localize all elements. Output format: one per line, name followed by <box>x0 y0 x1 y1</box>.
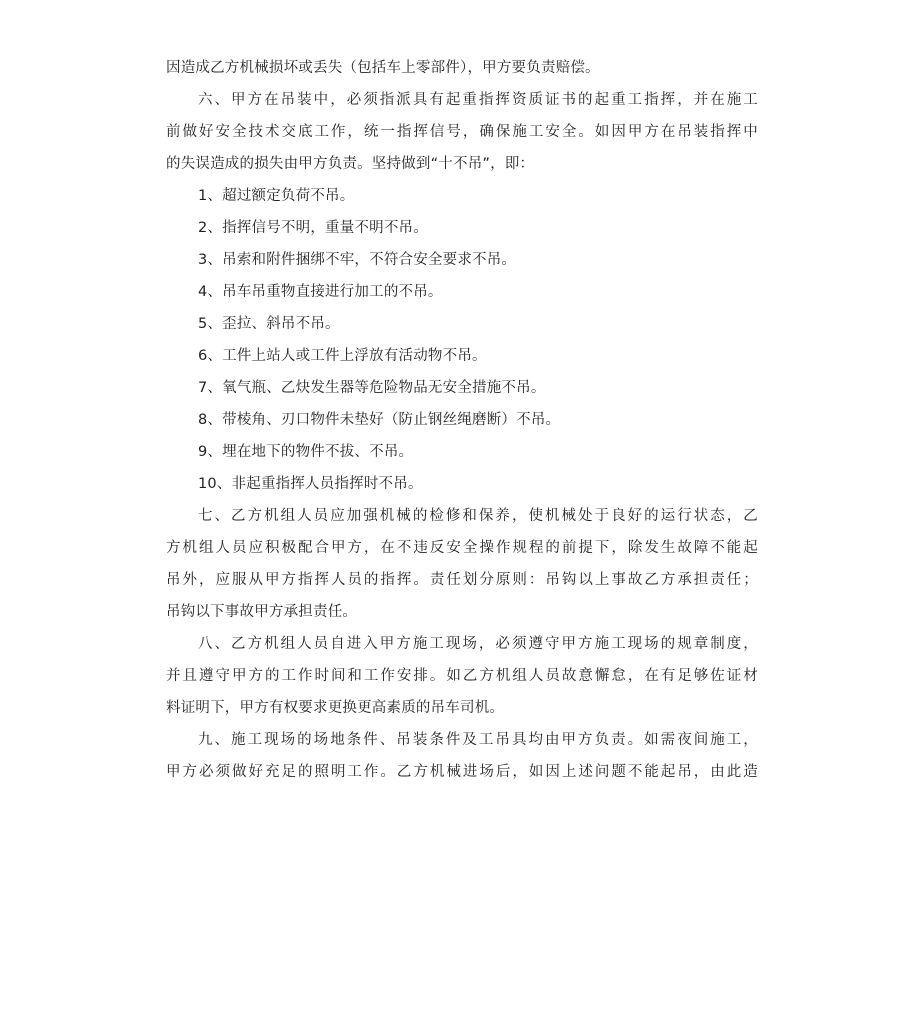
document-body <box>166 52 758 788</box>
text-line: 七、乙方机组人员应加强机械的检修和保养，使机械处于良好的运行状态，乙 <box>198 508 758 524</box>
text-line: 料证明下，甲方有权要求更换更高素质的吊车司机。 <box>166 700 505 716</box>
list-item: 1、超过额定负荷不吊。 <box>198 188 355 204</box>
text-line: 六、甲方在吊装中，必须指派具有起重指挥资质证书的起重工指挥，并在施工 <box>198 92 758 108</box>
list-item: 8、带棱角、刃口物件未垫好（防止钢丝绳磨断）不吊。 <box>198 412 561 428</box>
text-line: 因造成乙方机械损坏或丢失（包括车上零部件），甲方要负责赔偿。 <box>166 60 600 76</box>
text-line: 的失误造成的损失由甲方负责。坚持做到“十不吊”，即： <box>166 156 535 172</box>
text-line: 并且遵守甲方的工作时间和工作安排。如乙方机组人员故意懈怠，在有足够佐证材 <box>166 668 758 684</box>
list-item: 2、指挥信号不明，重量不明不吊。 <box>198 220 428 236</box>
list-item: 9、埋在地下的物件不拔、不吊。 <box>198 444 414 460</box>
list-item: 7、氧气瓶、乙炔发生器等危险物品无安全措施不吊。 <box>198 380 546 396</box>
text-line: 甲方必须做好充足的照明工作。乙方机械进场后，如因上述问题不能起吊，由此造 <box>166 764 758 780</box>
list-item: 3、吊索和附件捆绑不牢，不符合安全要求不吊。 <box>198 252 517 268</box>
list-item: 10、非起重指挥人员指挥时不吊。 <box>198 476 423 492</box>
text-line: 九、施工现场的场地条件、吊装条件及工吊具均由甲方负责。如需夜间施工， <box>198 732 758 748</box>
text-line: 吊外，应服从甲方指挥人员的指挥。责任划分原则：吊钩以上事故乙方承担责任； <box>166 572 758 588</box>
list-item: 4、吊车吊重物直接进行加工的不吊。 <box>198 284 443 300</box>
text-line: 八、乙方机组人员自进入甲方施工现场，必须遵守甲方施工现场的规章制度， <box>198 636 758 652</box>
text-line: 前做好安全技术交底工作，统一指挥信号，确保施工安全。如因甲方在吊装指挥中 <box>166 124 758 140</box>
text-line: 吊钩以下事故甲方承担责任。 <box>166 604 358 620</box>
text-line: 方机组人员应积极配合甲方，在不违反安全操作规程的前提下，除发生故障不能起 <box>166 540 758 556</box>
list-item: 6、工件上站人或工件上浮放有活动物不吊。 <box>198 348 487 364</box>
list-item: 5、歪拉、斜吊不吊。 <box>198 316 340 332</box>
